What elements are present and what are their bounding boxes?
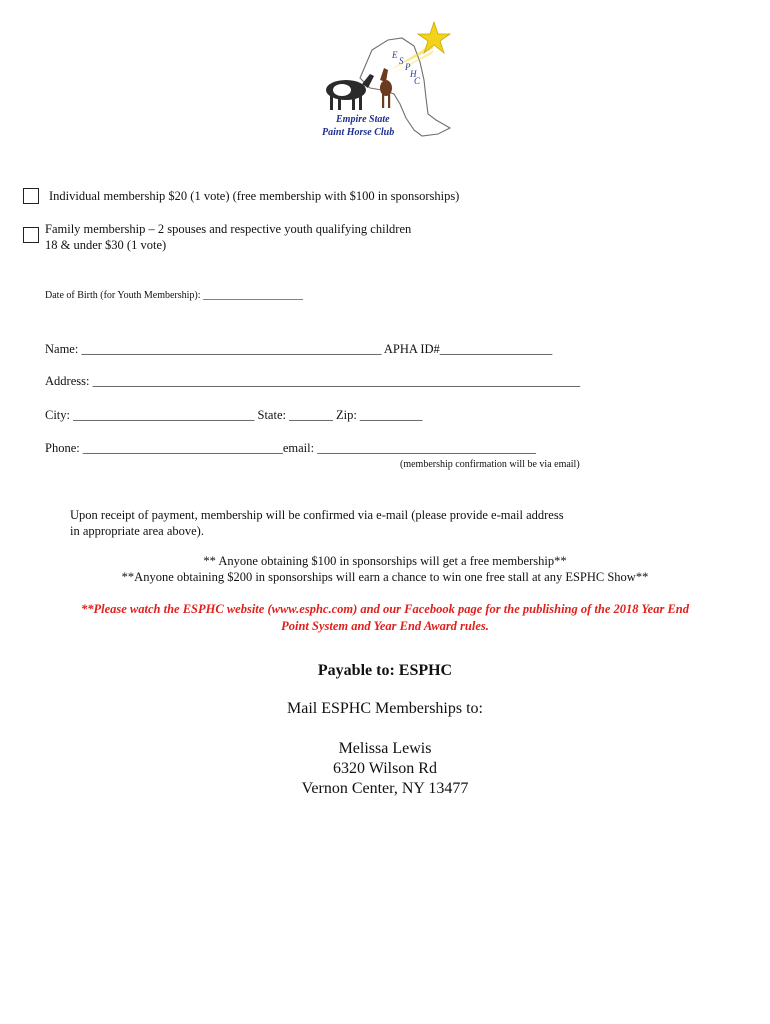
confirmation-notice-line-1: Upon receipt of payment, membership will be confirmed via e-mail (please provide e-mail address: [70, 508, 564, 522]
individual-membership-checkbox[interactable]: [23, 188, 39, 204]
address-field[interactable]: Address: ______________________________________________________________________________: [45, 374, 581, 388]
logo-letter: H: [410, 69, 417, 79]
mail-to-heading: Mail ESPHC Memberships to:: [286, 700, 483, 717]
email-note: (membership confirmation will be via email): [400, 459, 580, 470]
horse-icon: [326, 74, 374, 110]
logo-letter: E: [392, 50, 398, 60]
family-membership-label-line-2: 18 & under $30 (1 vote): [45, 238, 167, 252]
family-membership-checkbox[interactable]: [23, 227, 39, 243]
logo-line-1: Empire State: [336, 114, 390, 125]
city-state-zip-field[interactable]: City: _____________________________ State: _______ Zip: __________: [45, 408, 423, 422]
phone-email-field[interactable]: Phone: ________________________________email: ___________________________________: [45, 441, 536, 455]
website-notice-line-1: **Please watch the ESPHC website (www.esphc.com) and our Facebook page for the publishing of the 2018 Year End: [80, 602, 689, 616]
individual-membership-label: Individual membership $20 (1 vote) (free membership with $100 in sponsorships): [49, 189, 460, 203]
logo-letter: S: [399, 56, 404, 66]
club-logo: [310, 18, 470, 148]
mail-recipient-name: Melissa Lewis: [338, 740, 432, 757]
sponsorship-note-1: ** Anyone obtaining $100 in sponsorships will get a free membership**: [203, 554, 567, 568]
website-notice-line-2: Point System and Year End Award rules.: [281, 619, 489, 633]
mail-city: Vernon Center, NY 13477: [301, 780, 469, 797]
logo-letter: C: [414, 76, 421, 86]
mail-street: 6320 Wilson Rd: [333, 760, 437, 777]
payable-to: Payable to: ESPHC: [317, 662, 453, 679]
name-apha-field[interactable]: Name: ________________________________________________ APHA ID#__________________: [45, 342, 553, 356]
logo-line-2: Paint Horse Club: [322, 127, 395, 138]
dob-field[interactable]: Date of Birth (for Youth Membership): ____________________: [45, 290, 304, 301]
sponsorship-note-2: **Anyone obtaining $200 in sponsorships will earn a chance to win one free stall at any ESPHC Show**: [121, 570, 649, 584]
club-logo-graphic: [310, 18, 470, 148]
family-membership-label-line-1: Family membership – 2 spouses and respective youth qualifying children: [45, 222, 412, 236]
logo-letter: P: [405, 62, 411, 72]
confirmation-notice-line-2: in appropriate area above).: [70, 524, 204, 538]
